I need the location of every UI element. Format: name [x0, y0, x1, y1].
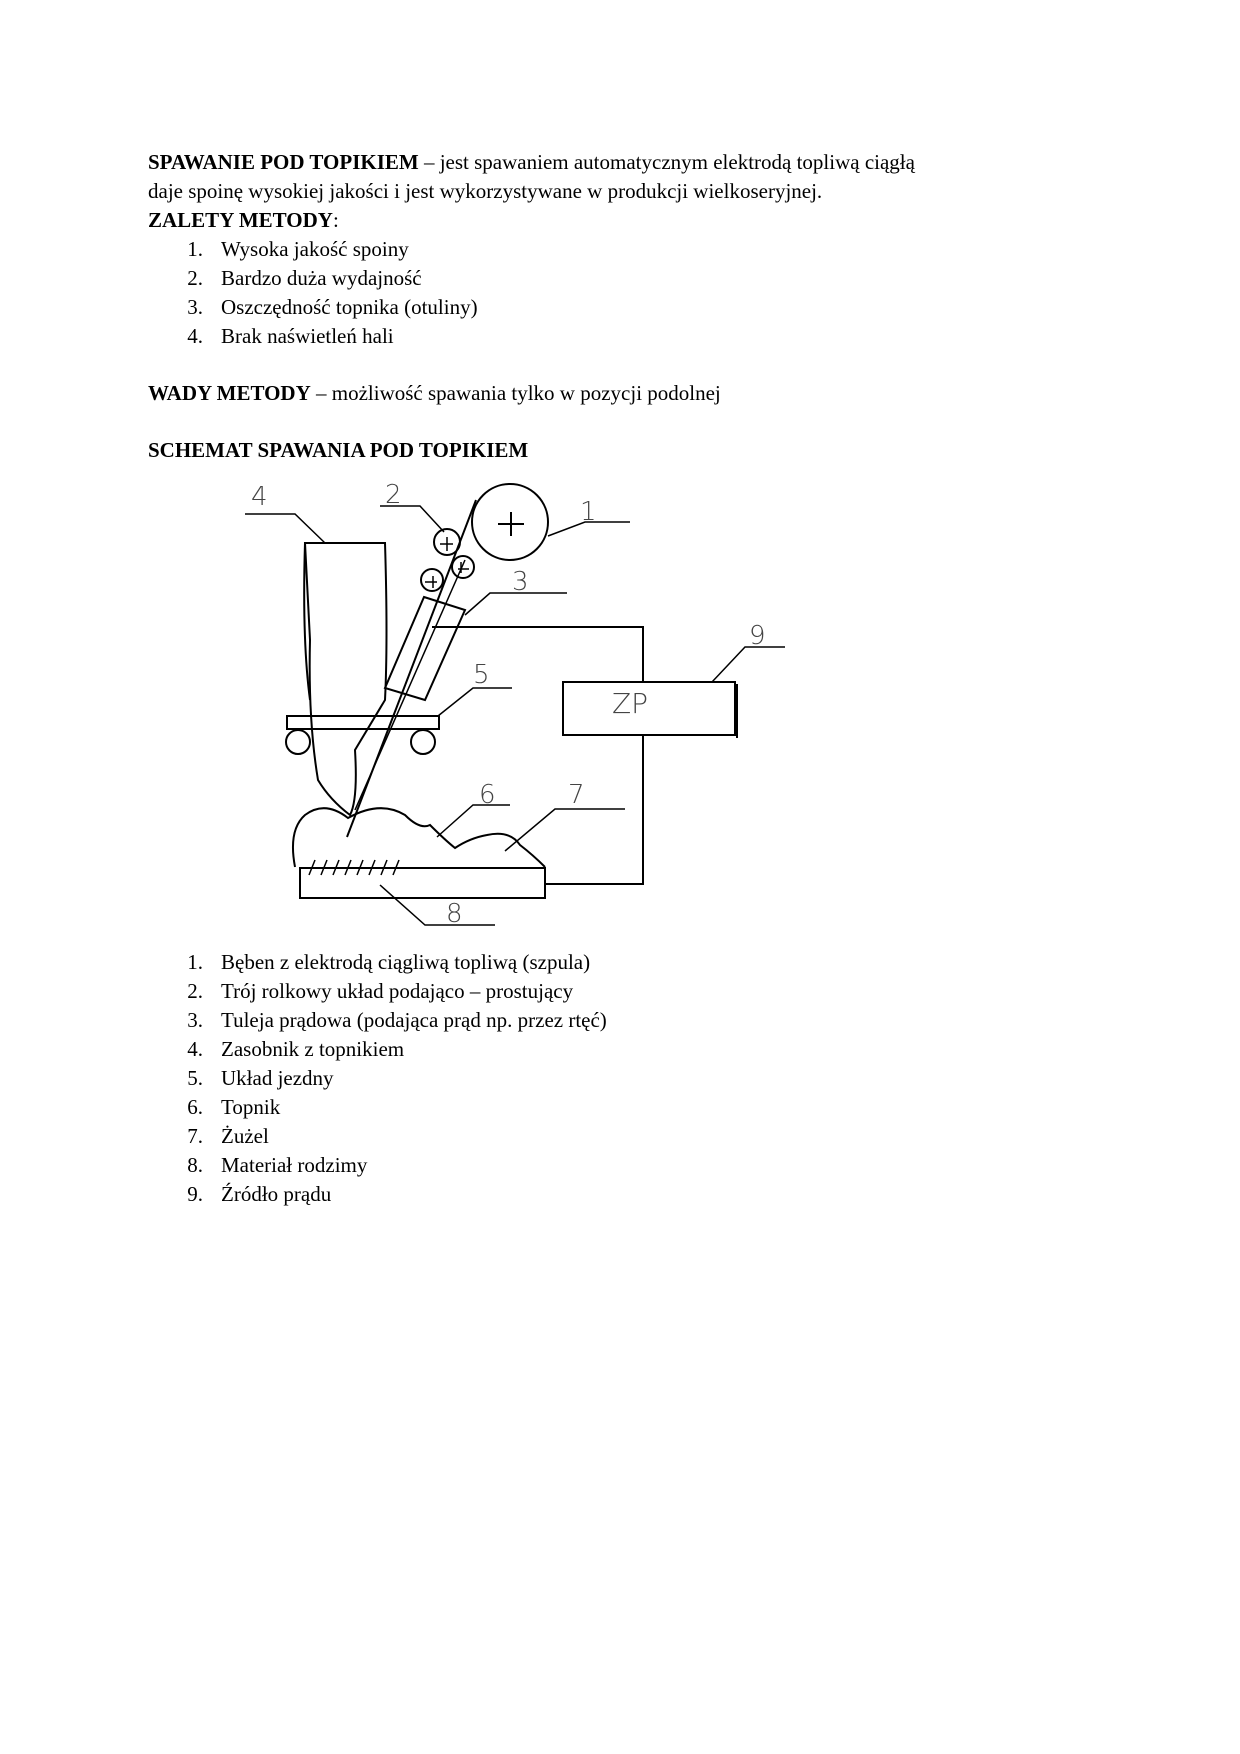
list-number: 5. — [187, 1066, 203, 1090]
intro-title-rest: – jest spawaniem automatycznym elektrodą topliwą ciągłą — [418, 150, 915, 174]
list-text: Oszczędność topnika (otuliny) — [221, 295, 478, 319]
roller-3 — [421, 569, 443, 591]
label-2: 2 — [385, 480, 402, 510]
leader-7 — [505, 809, 625, 851]
advantages-heading: ZALETY METODY — [148, 208, 333, 232]
electrode-wire-2 — [355, 560, 465, 810]
current-tube — [385, 597, 465, 700]
list-text: Źródło prądu — [221, 1182, 332, 1206]
legend-list-block — [165, 948, 1115, 1209]
list-number: 9. — [187, 1182, 203, 1206]
list-number: 4. — [187, 1037, 203, 1061]
base-material — [300, 868, 545, 898]
list-number: 7. — [187, 1124, 203, 1148]
list-number: 1. — [187, 950, 203, 974]
label-1: 1 — [580, 497, 597, 527]
intro-title: SPAWANIE POD TOPIKIEM — [148, 150, 419, 174]
list-text: Tuleja prądowa (podająca prąd np. przez rtęć) — [221, 1008, 607, 1032]
leader-8 — [380, 885, 495, 925]
list-text: Żużel — [221, 1124, 269, 1148]
list-number: 4. — [187, 324, 203, 348]
leader-9 — [712, 647, 785, 682]
list-text: Materiał rodzimy — [221, 1153, 368, 1177]
list-number: 3. — [187, 295, 203, 319]
label-8: 8 — [446, 899, 463, 929]
carriage-plate — [287, 716, 439, 729]
roller-2 — [452, 556, 474, 578]
label-3: 3 — [512, 567, 529, 597]
list-number: 2. — [187, 266, 203, 290]
list-item — [165, 1064, 1115, 1093]
disadvantages-text: – możliwość spawania tylko w pozycji podolnej — [310, 381, 721, 405]
list-item — [165, 1093, 1115, 1122]
list-text: Bęben z elektrodą ciągliwą topliwą (szpula) — [221, 950, 591, 974]
list-text: Topnik — [221, 1095, 281, 1119]
list-item — [165, 1180, 1115, 1209]
legend-list — [165, 948, 1115, 1209]
schema-heading: SCHEMAT SPAWANIA POD TOPIKIEM — [148, 438, 529, 462]
wheel-left — [286, 730, 310, 754]
list-text: Brak naświetleń hali — [221, 324, 394, 348]
label-6: 6 — [479, 780, 496, 810]
list-number: 8. — [187, 1153, 203, 1177]
wire-top — [432, 627, 643, 682]
leader-5 — [438, 688, 512, 716]
power-source-box — [563, 682, 735, 735]
list-number: 2. — [187, 979, 203, 1003]
label-4: 4 — [251, 482, 268, 512]
label-5: 5 — [473, 660, 490, 690]
list-text: Zasobnik z topnikiem — [221, 1037, 405, 1061]
disadvantages-heading: WADY METODY — [148, 381, 311, 405]
list-item — [165, 948, 1115, 977]
list-item — [165, 1151, 1115, 1180]
wheel-right — [411, 730, 435, 754]
list-text: Wysoka jakość spoiny — [221, 237, 409, 261]
list-item — [165, 1035, 1115, 1064]
list-item — [165, 977, 1115, 1006]
list-item — [165, 1006, 1115, 1035]
list-item — [165, 1122, 1115, 1151]
flux-mound — [293, 808, 545, 867]
list-text: Trój rolkowy układ podająco – prostujący — [221, 979, 574, 1003]
leader-6 — [437, 805, 510, 837]
leader-4 — [245, 514, 325, 543]
list-number: 6. — [187, 1095, 203, 1119]
label-zp: ZP — [612, 687, 649, 720]
list-number: 1. — [187, 237, 203, 261]
flux-hopper — [305, 543, 387, 815]
list-text: Bardzo duża wydajność — [221, 266, 422, 290]
label-7: 7 — [568, 780, 585, 810]
intro-line2: daje spoinę wysokiej jakości i jest wykorzystywane w produkcji wielkoseryjnej. — [148, 179, 823, 203]
label-9: 9 — [749, 621, 766, 651]
list-text: Układ jezdny — [221, 1066, 334, 1090]
list-number: 3. — [187, 1008, 203, 1032]
electrode-wire — [347, 500, 476, 837]
advantages-heading-suffix: : — [332, 208, 339, 232]
